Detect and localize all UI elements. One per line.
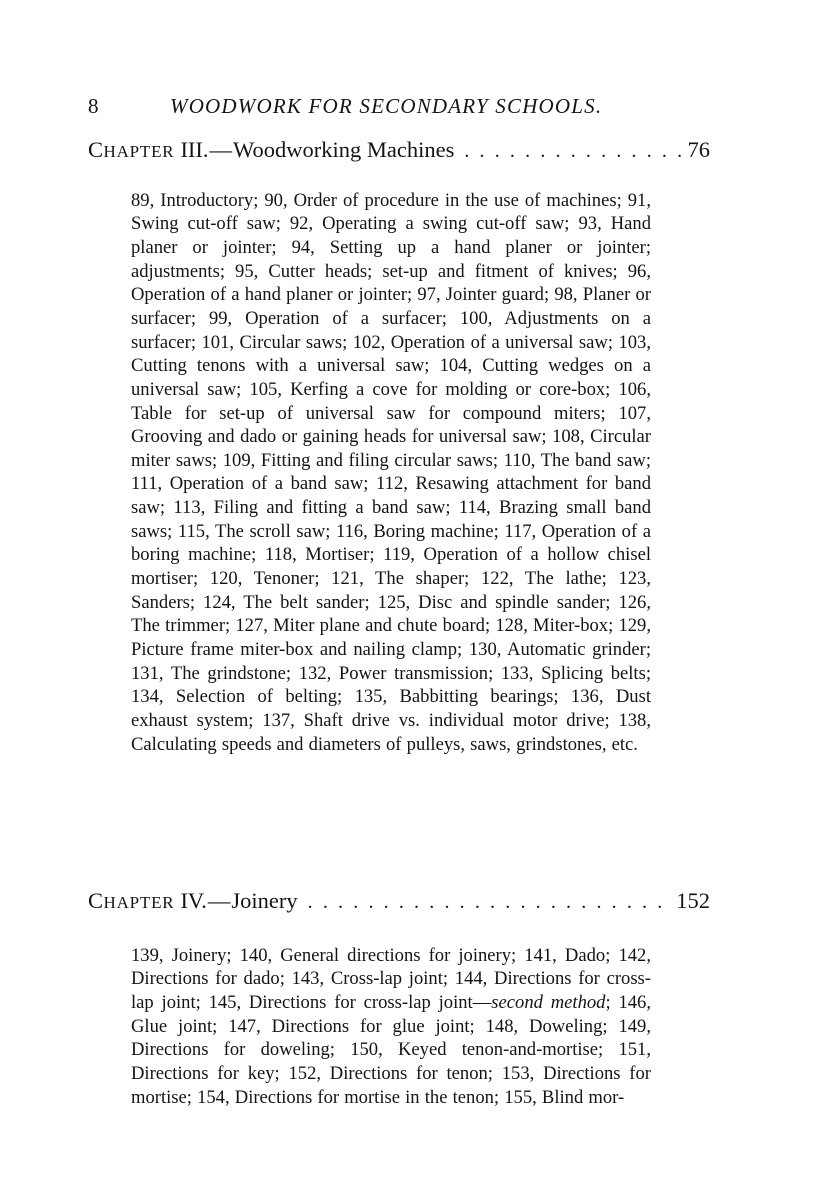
running-title: WOODWORK FOR SECONDARY SCHOOLS. [170, 94, 603, 118]
page-number: 8 [88, 94, 100, 118]
contents-text: 139, Joinery; 140, General directions for joinery; 141, Dado; 142, Directions for dado; 143, Cross-lap joint; 144, Directions for cross-lap joint; 145, Directions for cross-lap joint— [131, 944, 651, 1013]
page-header [88, 90, 728, 124]
chapter-contents [131, 944, 651, 1158]
contents-italic-text: second method [491, 991, 606, 1013]
contents-text: ; 146, Glue joint; 147, Directions for glue joint; 148, Doweling; 149, Directions for doweling; 150, Keyed tenon-and-mortise; 151, Directions for key; 152, Directions for tenon; 153, Directions for mortise; 154, Directions for mortise in the tenon; 155, Blind mor- [131, 991, 651, 1108]
chapter-label [88, 888, 174, 914]
chapter-numeral: IV. [180, 888, 207, 913]
chapter-dash: — [207, 888, 231, 913]
chapter-title: Joinery [231, 888, 298, 913]
chapter-page-number: 76 [687, 137, 710, 162]
chapter-label-initial: C [88, 137, 104, 162]
dot-leader [464, 140, 683, 163]
chapter-page-number: 152 [676, 888, 710, 913]
chapter-contents: 89, Introductory; 90, Order of procedure in the use of machines; 91, Swing cut-off saw; 92, Operating a swing cut-off saw; 93, Hand planer or jointer; 94, Setting up a hand planer or jointer; adjustments; 95, Cutter heads; set-up and fitment of knives; 96, Operation of a hand planer or jointer; 97, Jointer guard; 98, Planer or surfacer; 99, Operation of a surfacer; 100, Adjustments on a surfacer; 101, Circular saws; 102, Operation of a universal saw; 103, Cutting tenons with a universal saw; 104, Cutting wedges on a universal saw; 105, Kerfing a cove for molding or core-box; 106, Table for set-up of universal saw for compound miters; 107, Grooving and dado or gaining heads for universal saw; 108, Circular miter saws; 109, Fitting and filing circular saws; 110, The band saw; 111, Operation of a band saw; 112, Resawing attachment for band saw; 113, Filing and fitting a band saw; 114, Brazing small band saws; 115, The scroll saw; 116, Boring machine; 117, Operation of a boring machine; 118, Mortiser; 119, Operation of a hollow chisel mortiser; 120, Tenoner; 121, The shaper; 122, The lathe; 123, Sanders; 124, The belt sander; 125, Disc and spindle sander; 126, The trimmer; 127, Miter plane and chute board; 128, Miter-box; 129, Picture frame miter-box and nailing clamp; 130, Automatic grinder; 131, The grindstone; 132, Power transmission; 133, Splicing belts; 134, Selection of belting; 135, Babbitting bearings; 136, Dust exhaust system; 137, Shaft drive vs. individual motor drive; 138, Calculating speeds and diameters of pulleys, saws, grindstones, etc. [131, 189, 651, 755]
dot-leader [308, 891, 673, 914]
chapter-label-rest: HAPTER [103, 893, 175, 912]
chapter-title: Woodworking Machines [233, 137, 455, 162]
chapter-label [88, 137, 174, 163]
chapter-dash: — [209, 137, 233, 162]
chapter-heading-iv [88, 888, 710, 918]
chapter-numeral: III. [180, 137, 209, 162]
chapter-heading-iii [88, 137, 710, 167]
chapter-label-rest: HAPTER [103, 142, 175, 161]
chapter-label-initial: C [88, 888, 104, 913]
